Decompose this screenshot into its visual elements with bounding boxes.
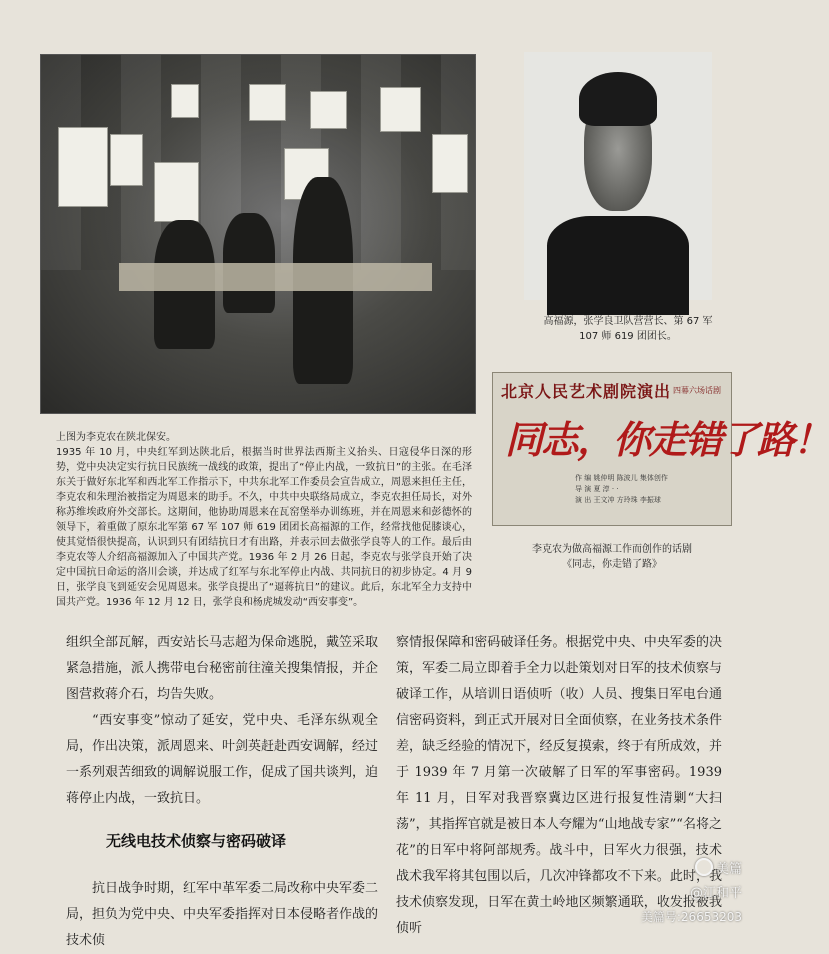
poster-title: 同志，你走错了路！ <box>505 417 829 462</box>
poster-caption: 李克农为做高福源工作而创作的话剧 《同志，你走错了路》 <box>532 544 692 570</box>
watermark-author: @江和平 <box>689 886 742 901</box>
section-title: 无线电技术侦察与密码破译 <box>106 832 287 850</box>
poster-subtitle: 四幕六场话剧 <box>673 386 721 395</box>
paragraph: “西安事变”惊动了延安，党中央、毛泽东纵观全局，作出决策，派周恩来、叶剑英赶赴西安调解，经过一系列艰苦细致的调解说服工作，促成了国共谈判，迫蒋停止内战，一致抗日。 <box>66 713 379 806</box>
left-column-text-after <box>66 876 378 954</box>
caption-text: 1935 年 10 月，中央红军到达陕北后，根据当时世界法西斯主义抬头、日寇侵华日深的形势，党中央决定实行抗日民族统一战线的政策，提出了“停止内战，一致抗日”的主张。在毛泽东关于做好东北军和西北军工作指示下，中共东北军工作委员会宣告成立，周恩来担任主任，李克农和朱理治被指定为周恩来的助手。不久，中共中央联络局成立，李克农担任局长，对外称苏维埃政府外交部长。这期间，他协助周恩来在瓦窑堡举办训练班，并在周恩来和彭德怀的领导下，着重做了原东北军第 67 军 107 师 619 团团长高福源的工作，经常找他促膝谈心，使其觉悟很快提高，认识到只有团结抗日才有出路，并表示回去做张学良等人的工作。最后由李克农等人介绍高福源加入了中国共产党。1936 年 2 月 26 日起，李克农与张学良开始了决定中国抗日命运的洛川会谈，并达成了红军与东北军停止内战、共同抗日的初步协定。4 月 9 日，张学良飞到延安会见周恩来。张学良提出了“逼蒋抗日”的建议。此后，东北军全力支持中国共产党。1936 年 12 月 12 日，张学良和杨虎城发动“西安事变”。 <box>56 447 472 608</box>
left-column-text <box>66 630 378 812</box>
watermark-brand: 美篇 <box>695 858 742 877</box>
caption-heading: 上图为李克农在陕北保安。 <box>56 432 176 443</box>
drama-poster <box>492 372 829 526</box>
portrait-gao-fuyuan <box>524 52 712 300</box>
watermark-id: 美篇号:26653203 <box>640 910 742 924</box>
portrait-caption: 高福源，张学良卫队营营长、第 67 军 107 师 619 团团长。 <box>543 316 713 342</box>
photo-li-kenong-baoan <box>40 54 476 414</box>
right-column-text <box>396 630 722 942</box>
paragraph: 组织全部瓦解，西安站长马志超为保命逃脱，戴笠采取紧急措施，派人携带电台秘密前往潼关搜集情报，并企图营救蒋介石，均告失败。 <box>66 635 379 702</box>
meipian-logo-icon <box>695 858 713 876</box>
poster-theater-name: 北京人民艺术剧院演出 <box>501 382 672 401</box>
paragraph: 察情报保障和密码破译任务。根据党中央、中央军委的决策，军委二局立即着手全力以赴策划对日军的技术侦察与破译工作，从培训日语侦听（收）人员、搜集日军电台通信密码资料，到正式开展对日全面侦察，在业务技术条件差，缺乏经验的情况下，经反复摸索，终于有所成效，并于 1939 年 7 月第一次破解了日军的军事密码。1939 年 11 月，日军对我晋察冀边区进行报复性清剿“大扫荡”，其指挥官就是被日本人夸耀为“山地战专家”“名将之花”的日军中将阿部规秀。战斗中，日军火力很强，技术战术我军将其包围以后，几次冲锋都攻不下来。此时，我技术侦察发现，日军在黄土岭地区频繁通联，收发报被我侦听 <box>396 635 722 936</box>
paragraph: 抗日战争时期，红军中革军委二局改称中央军委二局，担负为党中央、中央军委指挥对日本侵略者作战的技术侦 <box>66 881 379 948</box>
main-photo-caption <box>56 430 472 610</box>
poster-credits: 作 编 姚仲明 陈波儿 集体创作 导 演 夏 淳 · · 演 出 王文冲 方玲珠 李振球 <box>575 474 668 504</box>
